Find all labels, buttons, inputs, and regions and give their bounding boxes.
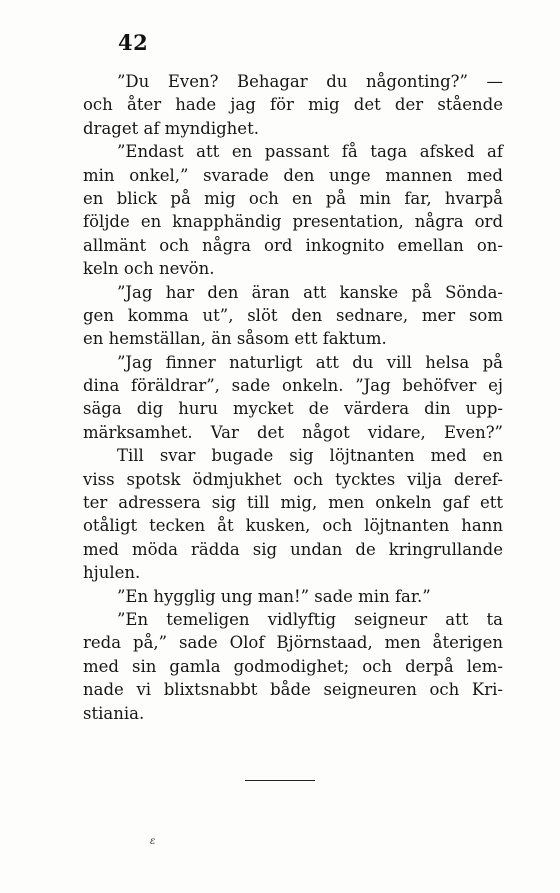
text-line: gen komma ut”, slöt den sednare, mer som bbox=[83, 305, 503, 325]
text-line: märksamhet. Var det något vidare, Even?” bbox=[83, 422, 503, 442]
text-line: dina föräldrar”, sade onkeln. ”Jag behöfver ej bbox=[83, 376, 503, 396]
text-line: hjulen. bbox=[83, 563, 141, 583]
text-line: keln och nevön. bbox=[83, 259, 215, 279]
text-line: reda på,” sade Olof Björnstaad, men återigen bbox=[83, 633, 503, 653]
footer-mark: ɛ bbox=[150, 836, 156, 847]
body-text bbox=[83, 70, 503, 725]
text-line: otåligt tecken åt kusken, och löjtnanten hann bbox=[83, 516, 503, 536]
page-number: 42 bbox=[118, 30, 149, 55]
text-line: min onkel,” svarade den unge mannen med bbox=[83, 165, 503, 185]
text-line: draget af myndighet. bbox=[83, 118, 259, 138]
text-line: en hemställan, än såsom ett faktum. bbox=[83, 329, 387, 349]
text-line: följde en knapphändig presentation, några ord bbox=[83, 212, 503, 232]
section-divider bbox=[245, 780, 315, 781]
text-line: ter adressera sig till mig, men onkeln gaf ett bbox=[83, 493, 503, 513]
text-line: viss spotsk ödmjukhet och tycktes vilja deref- bbox=[83, 469, 503, 489]
text-line: med sin gamla godmodighet; och derpå lem- bbox=[83, 656, 503, 676]
text-line: och åter hade jag för mig det der stående bbox=[83, 95, 503, 115]
text-line: ”Jag finner naturligt att du vill helsa på bbox=[117, 352, 503, 372]
text-line: med möda rädda sig undan de kringrullande bbox=[83, 539, 503, 559]
text-line: ”Jag har den äran att kanske på Sönda- bbox=[117, 282, 503, 302]
text-line: säga dig huru mycket de värdera din upp- bbox=[83, 399, 503, 419]
text-line: stiania. bbox=[83, 703, 145, 723]
text-line: en blick på mig och en på min far, hvarpå bbox=[83, 188, 503, 208]
text-line: ”En temeligen vidlyftig seigneur att ta bbox=[117, 609, 503, 629]
text-line: allmänt och några ord inkognito emellan on- bbox=[83, 235, 503, 255]
text-line: ”En hygglig ung man!” sade min far.” bbox=[117, 586, 431, 606]
text-line: Till svar bugade sig löjtnanten med en bbox=[117, 446, 503, 466]
text-line: nade vi blixtsnabbt både seigneuren och Kri- bbox=[83, 680, 503, 700]
text-line: ”Du Even? Behagar du någonting?” — bbox=[117, 72, 503, 91]
text-line: ”Endast att en passant få taga afsked af bbox=[117, 142, 503, 162]
